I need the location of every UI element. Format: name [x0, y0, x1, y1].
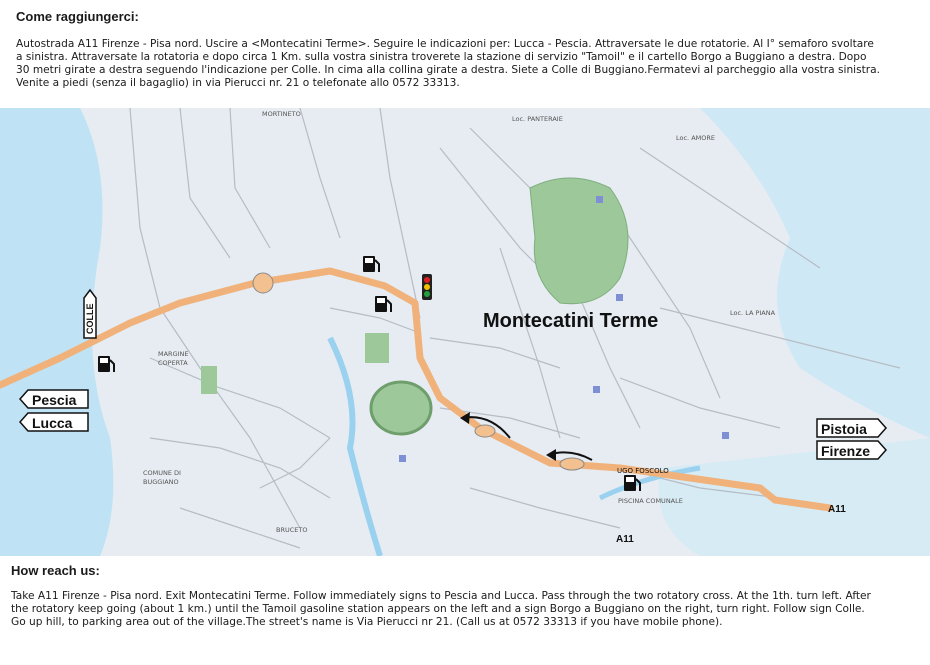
town-name: Montecatini Terme	[483, 310, 659, 332]
traffic-light-icon	[422, 274, 432, 300]
italian-line: Autostrada A11 Firenze - Pisa nord. Uscire a <Montecatini Terme>. Seguire le indicazioni per: Lucca - Pescia. Attraversate le due rotatorie. Al I° semaforo svoltare	[16, 38, 874, 50]
roundabout-west	[253, 273, 273, 293]
place-label: MORTINETO	[262, 110, 301, 118]
english-heading: How reach us:	[11, 563, 100, 578]
place-label: BUGGIANO	[143, 478, 179, 486]
pescia-sign	[20, 390, 88, 408]
place-label: MARGINE	[158, 350, 189, 358]
sports-field-west	[201, 366, 217, 394]
firenze-sign	[817, 441, 886, 459]
park-area	[530, 178, 628, 304]
place-label: COPERTA	[158, 359, 188, 367]
english-line: Go up hill, to parking area out of the village.The street's name is Via Pierucci nr 21. (Call us at 0572 33313 if you have mobile phone).	[11, 616, 723, 628]
motorway-label: A11	[828, 504, 846, 515]
english-line: the rotatory keep going (about 1 km.) until the Tamoil gasoline station appears on the left and a sign Borgo a Buggiano on the right, turn right. Follow sign Colle.	[11, 603, 865, 615]
route-map	[0, 108, 930, 556]
colle-sign	[84, 290, 96, 338]
italian-directions	[16, 38, 921, 90]
sports-field	[365, 333, 389, 363]
pistoia-label: Pistoia	[821, 421, 867, 437]
motorway-label-south: A11	[616, 534, 634, 545]
italian-line: Venite a piedi (senza il bagaglio) in via Pierucci nr. 21 o telefonate allo 0572 33313.	[16, 77, 460, 89]
italian-heading: Come raggiungerci:	[16, 9, 139, 24]
racecourse	[371, 382, 431, 434]
place-label: Loc. PANTERAIE	[512, 115, 563, 123]
roundabout-east	[560, 458, 584, 470]
place-label: Loc. AMORE	[676, 134, 715, 142]
italian-line: 30 metri girate a destra seguendo l'indicazione per Colle. In cima alla collina girate a destra. Siete a Colle di Buggiano.Fermatevi al parcheggio alla vostra sinistra.	[16, 64, 881, 76]
english-directions	[11, 590, 923, 629]
place-label: Loc. LA PIANA	[730, 309, 776, 317]
roundabout-centre	[475, 425, 495, 437]
english-line: Take A11 Firenze - Pisa nord. Exit Montecatini Terme. Follow immediately signs to Pescia and Lucca. Pass through the two rotatory cross. At the 1th. turn left. After	[11, 590, 871, 602]
pescia-label: Pescia	[32, 392, 77, 408]
lucca-sign	[20, 413, 88, 431]
firenze-label: Firenze	[821, 443, 871, 459]
place-label: PISCINA COMUNALE	[618, 497, 683, 505]
place-label: COMUNE DI	[143, 469, 181, 477]
italian-line: a sinistra. Attraversate la rotatoria e dopo circa 1 Km. sulla vostra sinistra troverete la stazione di servizio "Tamoil" e il cartello Borgo a Buggiano a destra. Dopo	[16, 51, 867, 63]
place-label: UGO FOSCOLO	[617, 467, 669, 475]
colle-label: COLLE	[85, 303, 95, 334]
pistoia-sign	[817, 419, 886, 437]
lucca-label: Lucca	[32, 415, 73, 431]
place-label: BRUCETO	[276, 526, 308, 534]
